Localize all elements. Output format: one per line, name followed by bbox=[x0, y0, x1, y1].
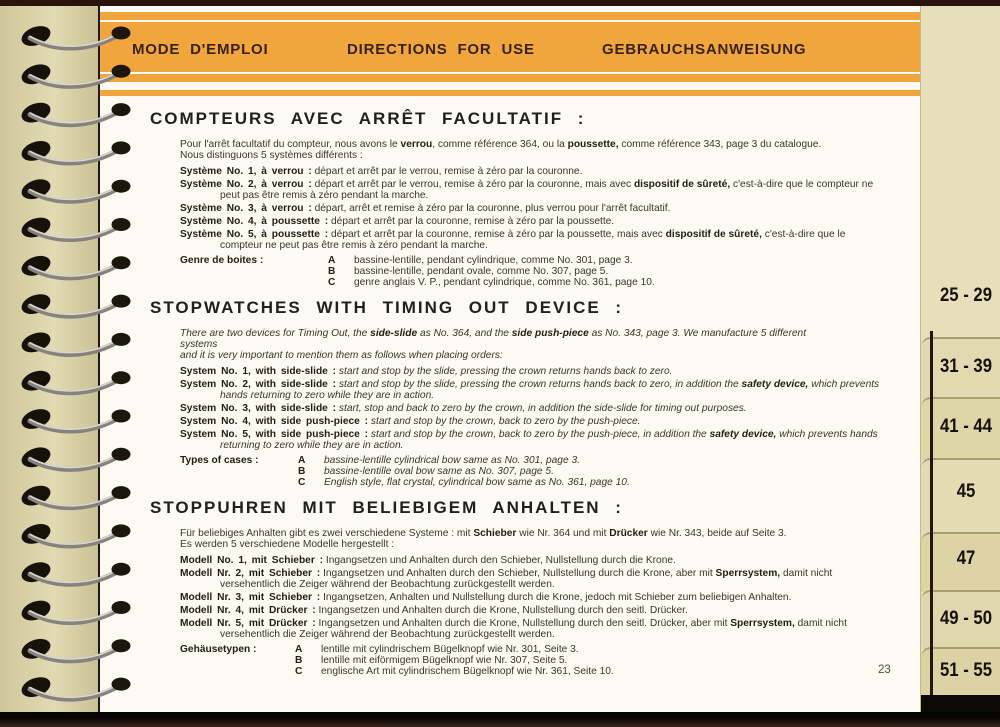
system-item bbox=[180, 366, 885, 377]
section-intro: There are two devices for Timing Out, the side-slide as No. 364, and the side push-piece as No. 343, page 3. We manufacture 5 different systems and it is very important to mention them as follows when placing orders: bbox=[180, 328, 807, 361]
case-types bbox=[180, 455, 850, 488]
section-heading: STOPPUHREN MIT BELIEBIGEM ANHALTEN : bbox=[150, 498, 623, 517]
spiral-loop-icon bbox=[19, 367, 131, 394]
spiral-loop-icon bbox=[19, 176, 131, 203]
system-label: Système No. 5, à poussette : bbox=[180, 229, 329, 240]
spiral-loop-icon bbox=[19, 99, 131, 126]
system-description: Ingangsetzen und Anhalten durch den Schieber, Nullstellung durch die Krone. bbox=[325, 555, 676, 566]
system-label: Modell No. 1, mit Schieber : bbox=[180, 555, 324, 566]
spiral-loop-icon bbox=[19, 405, 131, 432]
case-text: lentille mit cylindrischem Bügelknopf wie Nr. 301, Seite 3. bbox=[321, 644, 579, 655]
system-label: Modell Nr. 2, mit Schieber : bbox=[180, 568, 321, 579]
header-label-french: MODE D'EMPLOI bbox=[132, 41, 269, 58]
case-types bbox=[180, 255, 850, 288]
system-item bbox=[180, 379, 885, 401]
page-tab: 25 - 29 bbox=[939, 285, 993, 306]
system-description: start and stop by the slide, pressing the crown returns hands back to zero, in addition the safety device, which prevents hands returning to zero while they are in action. bbox=[220, 379, 880, 401]
case-key: A bbox=[328, 255, 336, 266]
case-item bbox=[328, 266, 655, 277]
case-item bbox=[298, 477, 630, 488]
system-item bbox=[180, 568, 885, 590]
system-item bbox=[180, 429, 885, 451]
spiral-loop-icon bbox=[19, 137, 131, 164]
case-key: C bbox=[298, 477, 306, 488]
system-item bbox=[180, 179, 885, 201]
book-cover-bottom-edge bbox=[0, 712, 1000, 727]
index-tab-column bbox=[920, 6, 1000, 712]
system-label: System No. 3, with side-slide : bbox=[180, 403, 337, 414]
section-de bbox=[150, 498, 850, 677]
system-description: départ et arrêt par la couronne, remise à zéro par la poussette. bbox=[331, 216, 615, 227]
page-tab: 51 - 55 bbox=[939, 660, 993, 681]
system-item bbox=[180, 618, 885, 640]
system-description: start and stop by the crown, back to zero by the push-piece. bbox=[370, 416, 641, 427]
system-description: départ, arrêt et remise à zéro par la couronne, plus verrou pour l'arrêt facultatif. bbox=[314, 203, 671, 214]
spiral-loop-icon bbox=[19, 329, 131, 356]
case-item bbox=[298, 466, 630, 477]
page-header-band bbox=[100, 12, 922, 82]
system-description: start and stop by the slide, pressing the crown returns hands back to zero. bbox=[338, 366, 673, 377]
system-description: départ et arrêt par le verrou, remise à zéro par la couronne. bbox=[314, 166, 583, 177]
case-types-list bbox=[298, 455, 630, 488]
system-item bbox=[180, 555, 885, 566]
section-intro: Pour l'arrêt facultatif du compteur, nous avons le verrou, comme référence 364, ou la poussette, comme référence 343, page 3 du catalogue. Nous distinguons 5 systèmes différents : bbox=[180, 139, 822, 161]
case-text: English style, flat crystal, cylindrical bow same as No. 361, page 10. bbox=[324, 477, 630, 488]
page-tab: 31 - 39 bbox=[939, 356, 993, 377]
case-types-list bbox=[295, 644, 614, 677]
system-description: Ingangsetzen, Anhalten und Nullstellung durch die Krone, jedoch mit Schieber zum beliebigen Anhalten. bbox=[323, 592, 792, 603]
system-item bbox=[180, 605, 885, 616]
page-tab: 41 - 44 bbox=[939, 416, 993, 437]
page-tab: 47 bbox=[956, 548, 976, 569]
spiral-binding-icon bbox=[0, 6, 170, 712]
case-key: C bbox=[295, 666, 303, 677]
system-description: départ et arrêt par la couronne, remise à zéro par la poussette, mais avec dispositif de sûreté, c'est-à-dire que le compteur ne peut pas être remis à zéro pendant la marche. bbox=[220, 229, 846, 251]
system-description: départ et arrêt par le verrou, remise à zéro par la couronne, mais avec dispositif de sûreté, c'est-à-dire que le compteur ne peut pas être remis à zéro pendant la marche. bbox=[220, 179, 874, 201]
system-item bbox=[180, 416, 885, 427]
case-text: bassine-lentille, pendant ovale, comme No. 307, page 5. bbox=[354, 266, 609, 277]
case-types-label: Genre de boites : bbox=[180, 255, 264, 266]
system-label: Système No. 1, à verrou : bbox=[180, 166, 312, 177]
case-item bbox=[295, 655, 614, 666]
system-description: start and stop by the crown, back to zero by the push-piece, in addition the safety device, which prevents hands returning to zero while they are in action. bbox=[220, 429, 878, 451]
case-types bbox=[180, 644, 850, 677]
spiral-loop-icon bbox=[19, 291, 131, 318]
system-label: Modell Nr. 3, mit Schieber : bbox=[180, 592, 321, 603]
system-label: Modell Nr. 5, mit Drücker : bbox=[180, 618, 316, 629]
catalog-page bbox=[98, 6, 923, 712]
tab-column-end bbox=[921, 695, 1000, 712]
case-types-label: Types of cases : bbox=[180, 455, 259, 466]
case-text: bassine-lentille cylindrical bow same as No. 301, page 3. bbox=[324, 455, 580, 466]
spiral-loop-icon bbox=[19, 597, 131, 624]
system-description: Ingangsetzen und Anhalten durch die Krone, Nullstellung durch den seitl. Drücker. bbox=[318, 605, 688, 616]
header-label-english: DIRECTIONS FOR USE bbox=[347, 41, 535, 58]
system-label: Système No. 2, à verrou : bbox=[180, 179, 312, 190]
spiral-loop-icon bbox=[19, 674, 131, 701]
system-label: Système No. 3, à verrou : bbox=[180, 203, 312, 214]
case-text: bassine-lentille, pendant cylindrique, comme No. 301, page 3. bbox=[354, 255, 633, 266]
section-intro: Für beliebiges Anhalten gibt es zwei verschiedene Systeme : mit Schieber wie Nr. 364 und mit Drücker wie Nr. 343, beide auf Seite 3. Es werden 5 verschiedene Modelle hergestellt : bbox=[180, 528, 787, 550]
case-key: B bbox=[298, 466, 306, 477]
system-item bbox=[180, 166, 885, 177]
system-label: System No. 1, with side-slide : bbox=[180, 366, 337, 377]
page-content bbox=[150, 109, 880, 687]
system-label: Modell Nr. 4, mit Drücker : bbox=[180, 605, 316, 616]
system-item bbox=[180, 403, 885, 414]
section-heading: COMPTEURS AVEC ARRÊT FACULTATIF : bbox=[150, 109, 586, 128]
case-key: A bbox=[298, 455, 306, 466]
system-item bbox=[180, 203, 885, 214]
section-fr bbox=[150, 109, 874, 288]
system-label: System No. 4, with side push-piece : bbox=[180, 416, 369, 427]
case-item bbox=[295, 644, 614, 655]
case-text: genre anglais V. P., pendant cylindrique, comme No. 361, page 10. bbox=[354, 277, 655, 288]
page-tab: 49 - 50 bbox=[939, 608, 993, 629]
spiral-loop-icon bbox=[19, 482, 131, 509]
system-item bbox=[180, 216, 885, 227]
system-item bbox=[180, 592, 885, 603]
system-label: System No. 2, with side-slide : bbox=[180, 379, 337, 390]
section-en bbox=[150, 298, 880, 488]
case-types-list bbox=[328, 255, 655, 288]
case-text: englische Art mit cylindrischem Bügelknopf wie Nr. 361, Seite 10. bbox=[321, 666, 614, 677]
tab-edge-shadow bbox=[930, 331, 933, 701]
case-types-label: Gehäusetypen : bbox=[180, 644, 257, 655]
system-item bbox=[180, 229, 885, 251]
section-heading: STOPWATCHES WITH TIMING OUT DEVICE : bbox=[150, 298, 624, 317]
system-label: System No. 5, with side push-piece : bbox=[180, 429, 369, 440]
case-item bbox=[328, 255, 655, 266]
case-text: lentille mit eiförmigem Bügelknopf wie Nr. 307, Seite 5. bbox=[321, 655, 568, 666]
spiral-loop-icon bbox=[19, 22, 131, 49]
spiral-loop-icon bbox=[19, 635, 131, 662]
page-number: 23 bbox=[878, 664, 891, 676]
case-text: bassine-lentille oval bow same as No. 307, page 5. bbox=[324, 466, 554, 477]
system-description: start, stop and back to zero by the crown, in addition the side-slide for timing out purposes. bbox=[338, 403, 747, 414]
case-item bbox=[295, 666, 614, 677]
header-label-german: GEBRAUCHSANWEISUNG bbox=[602, 41, 807, 58]
page-tab: 45 bbox=[956, 481, 976, 502]
spiral-loop-icon bbox=[19, 214, 131, 241]
case-key: C bbox=[328, 277, 336, 288]
spiral-loop-icon bbox=[19, 559, 131, 586]
system-description: Ingangsetzen und Anhalten durch den Schieber, Nullstellung durch die Krone, aber mit Sperrsystem, damit nicht versehentlich die Zeiger während der Beobachtung zurückgestellt werden. bbox=[220, 568, 833, 590]
header-band-underline bbox=[100, 90, 922, 96]
case-item bbox=[298, 455, 630, 466]
system-label: Système No. 4, à poussette : bbox=[180, 216, 329, 227]
spiral-loop-icon bbox=[19, 252, 131, 279]
case-key: B bbox=[328, 266, 336, 277]
spiral-loop-icon bbox=[19, 444, 131, 471]
spiral-loop-icon bbox=[19, 61, 131, 88]
spiral-loop-icon bbox=[19, 520, 131, 547]
case-item bbox=[328, 277, 655, 288]
case-key: A bbox=[295, 644, 303, 655]
case-key: B bbox=[295, 655, 303, 666]
system-description: Ingangsetzen und Anhalten durch die Krone, Nullstellung durch den seitl. Drücker, aber mit Sperrsystem, damit nicht versehentlich die Zeiger während der Beobachtung zurückgestellt werden. bbox=[220, 618, 847, 640]
